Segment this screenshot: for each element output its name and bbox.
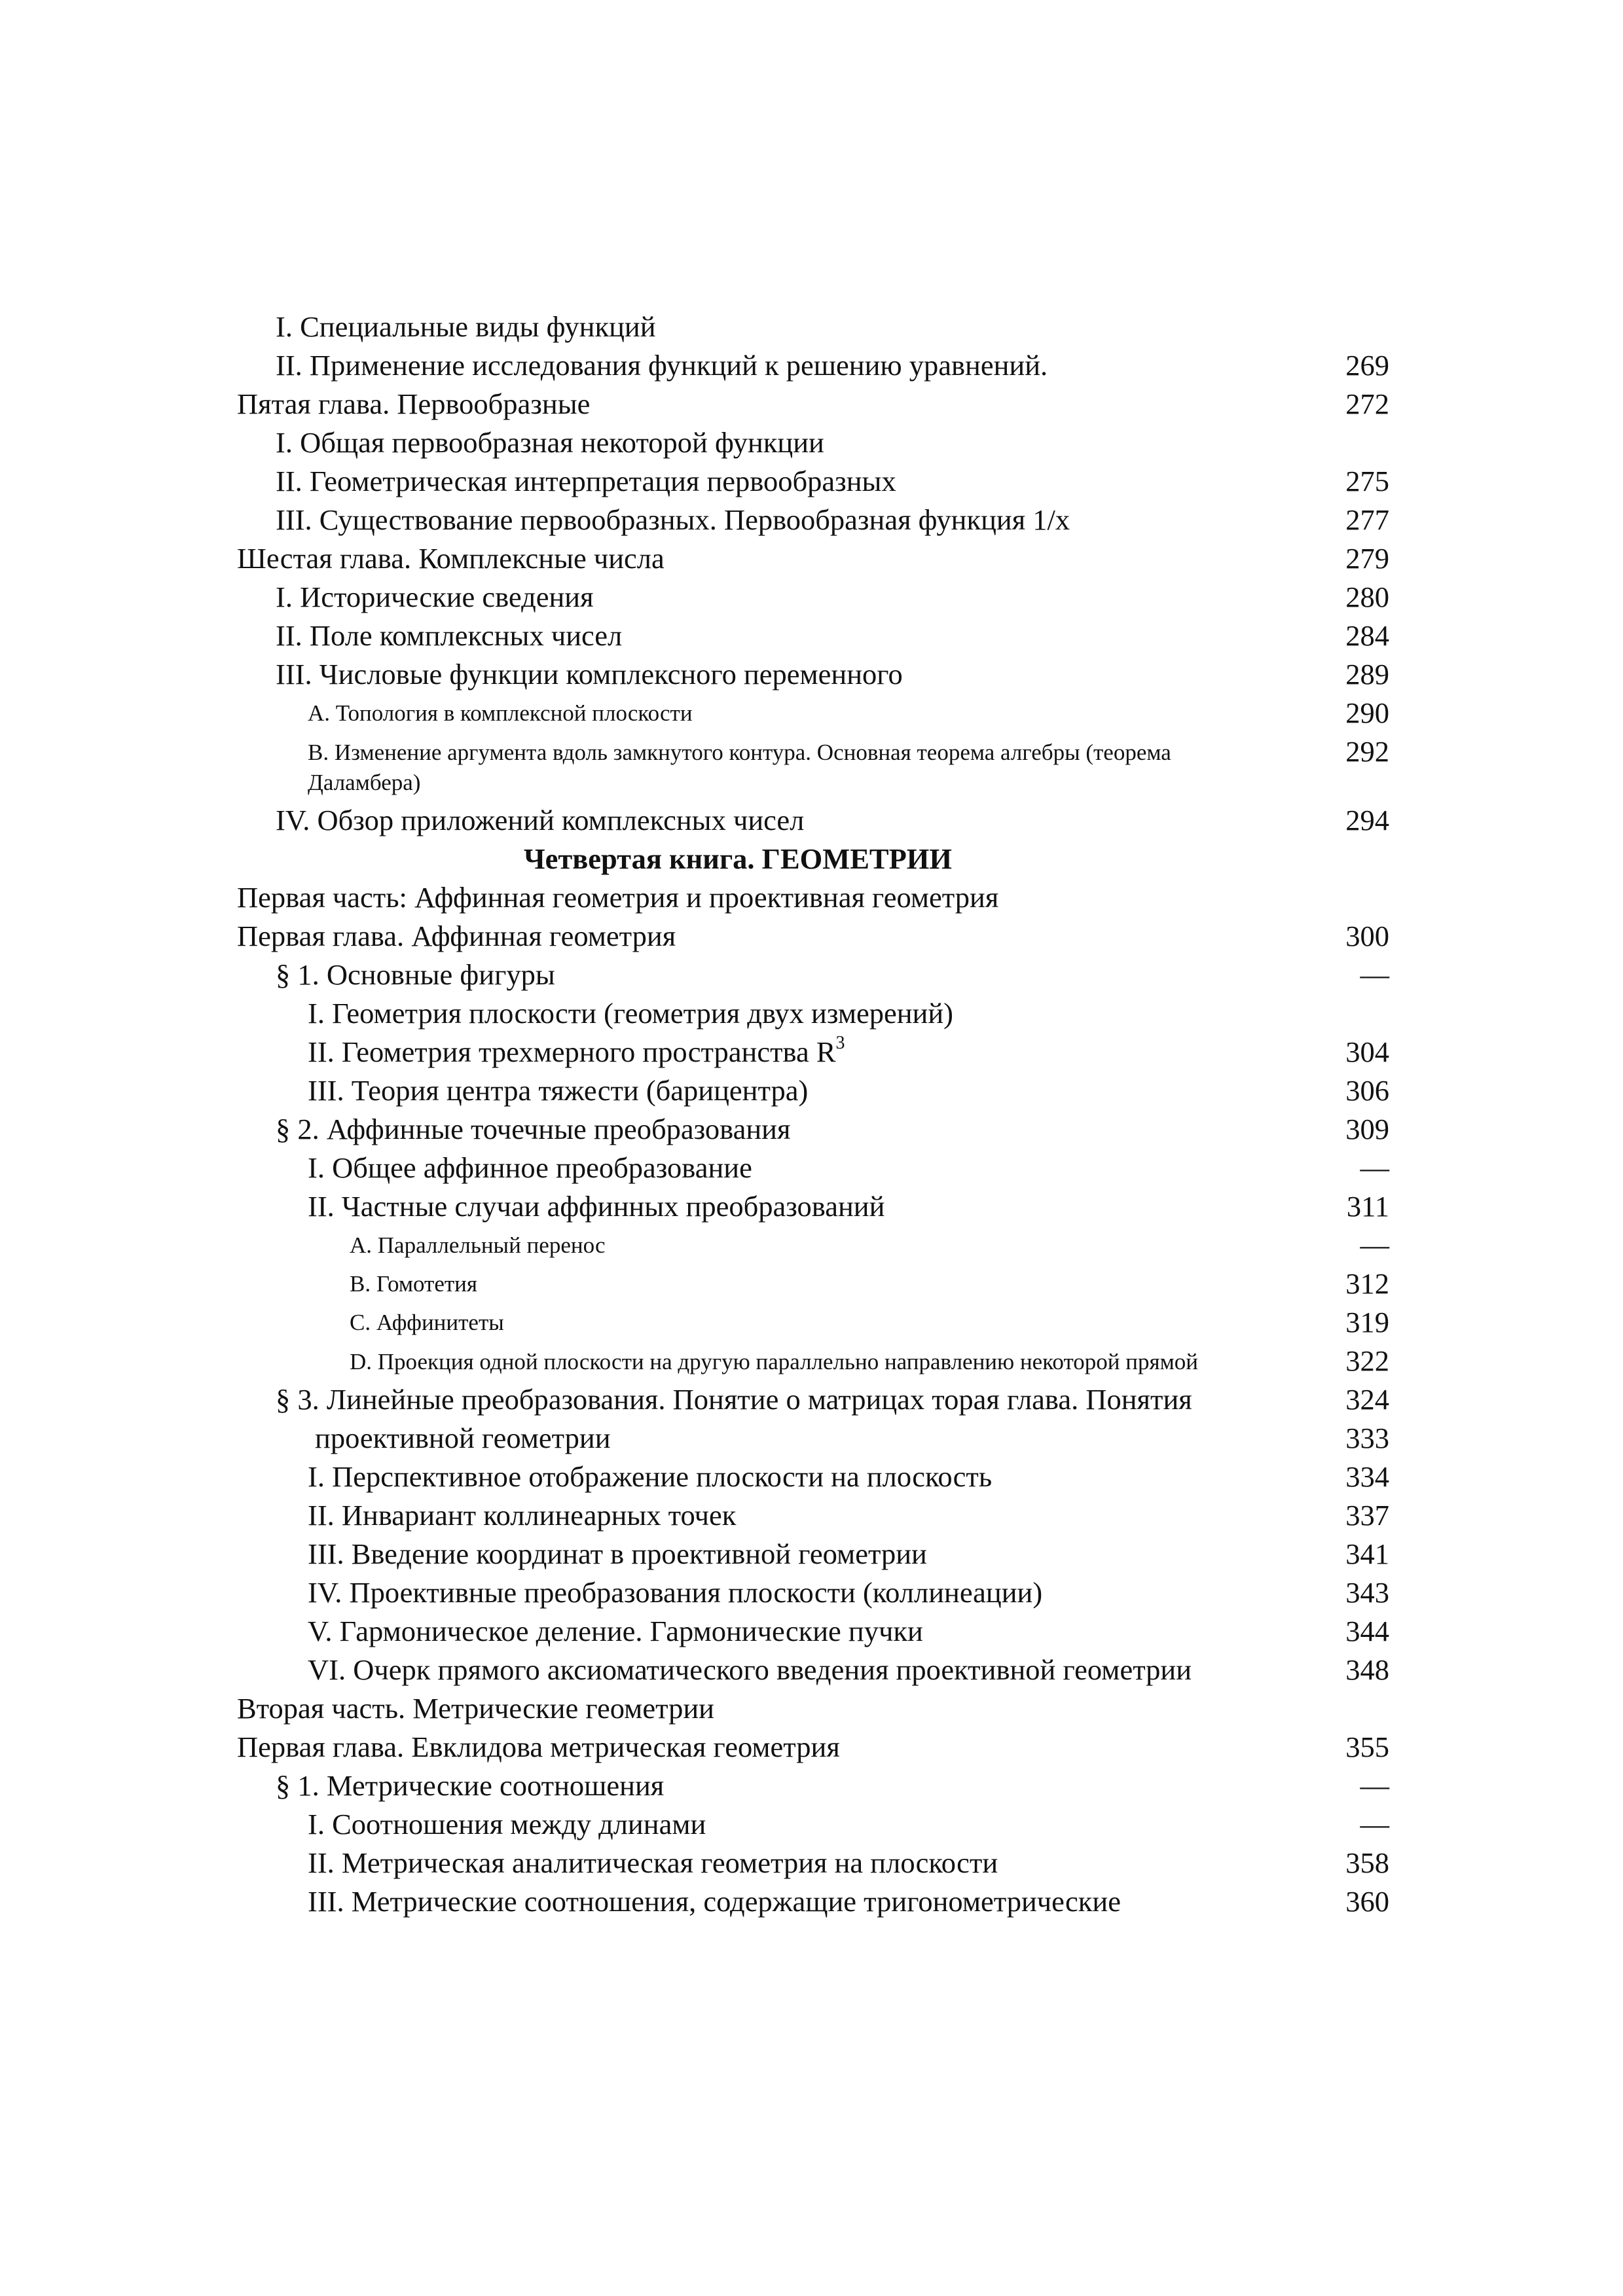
toc-entry [237,655,1389,694]
toc-entry-page: 358 [1345,1846,1389,1879]
toc-entry-text: II. Инвариант коллинеарных точек [308,1499,737,1532]
toc-entry-page: 277 [1345,503,1389,536]
toc-entry [237,1226,1389,1265]
toc-entry [237,1651,1389,1689]
toc-entry-text: Первая глава. Аффинная геометрия [237,920,676,952]
table-of-contents [237,308,1389,1921]
toc-entry-text: II. Геометрическая интерпретация первообразных [276,465,896,497]
toc-entry-text: Первая часть: Аффинная геометрия и проективная геометрия [237,881,999,914]
toc-entry [237,1496,1389,1535]
toc-entry-text: D. Проекция одной плоскости на другую параллельно направлению некоторой прямой [350,1349,1198,1374]
toc-entry-text [237,1033,1258,1071]
toc-entry-page: 280 [1345,581,1389,613]
toc-entry-text: Шестая глава. Комплексные числа [237,542,665,575]
toc-entry [237,423,1389,462]
toc-entry-page: 360 [1345,1885,1389,1918]
toc-entry [237,994,1389,1033]
toc-entry-page: 306 [1345,1074,1389,1107]
toc-entry-page: 290 [1345,696,1389,729]
toc-entry-page: 333 [1345,1422,1389,1454]
toc-entry [237,956,1389,994]
toc-entry-page: 292 [1345,735,1389,768]
toc-entry-page: 312 [1345,1267,1389,1300]
toc-entry-text: I. Соотношения между длинами [308,1808,706,1840]
toc-entry [237,878,1389,917]
toc-entry [237,1882,1389,1921]
toc-entry [237,1187,1389,1226]
toc-entry-text: III. Числовые функции комплексного переменного [276,658,903,691]
toc-entry-page: 341 [1345,1537,1389,1570]
toc-entry-text: V. Гармоническое деление. Гармонические пучки [308,1615,923,1647]
book-title [237,840,1389,878]
toc-entry [237,1689,1389,1728]
toc-entry-page: 334 [1345,1460,1389,1493]
toc-entry-text: I. Перспективное отображение плоскости на плоскость [308,1460,993,1493]
toc-entry-page: 272 [1345,387,1389,420]
toc-entry-page: 343 [1345,1576,1389,1609]
toc-entry-page: 311 [1346,1190,1389,1223]
toc-entry-text: II. Поле комплексных чисел [276,619,623,652]
toc-entry [237,1419,1389,1458]
toc-entry-text: Первая глава. Евклидова метрическая геометрия [237,1731,840,1763]
toc-entry-text: II. Применение исследования функций к решению уравнений. [276,349,1048,382]
toc-entry-text: I. Общая первообразная некоторой функции [276,426,824,459]
toc-entry-text: II. Частные случаи аффинных преобразований [308,1190,885,1223]
toc-entry-text: проективной геометрии [315,1422,611,1454]
toc-entry-page: 309 [1345,1113,1389,1145]
toc-entry-page: 355 [1345,1731,1389,1763]
toc-entry [237,1303,1389,1342]
toc-entry-page: 279 [1345,542,1389,575]
toc-entry-text: A. Параллельный перенос [350,1232,606,1258]
toc-entry-text: VI. Очерк прямого аксиоматического введения проективной геометрии [308,1653,1192,1686]
superscript: 3 [835,1033,845,1053]
toc-entry-page: 324 [1345,1383,1389,1416]
toc-entry [237,501,1389,539]
toc-entry [237,1149,1389,1187]
toc-entry-text: III. Существование первообразных. Первообразная функция 1/x [276,503,1070,536]
toc-entry [237,1342,1389,1380]
toc-entry [237,694,1389,732]
toc-entry [237,1033,1389,1071]
toc-entry-page: 300 [1345,920,1389,952]
toc-entry-text: A. Топология в комплексной плоскости [308,700,693,726]
toc-entry-page: — [1360,1229,1389,1261]
toc-entry [237,1535,1389,1573]
toc-entry-text: IV. Обзор приложений комплексных чисел [276,804,805,836]
toc-entry-page: 322 [1345,1344,1389,1377]
toc-entry-page: 337 [1345,1499,1389,1532]
toc-entry-text: Вторая часть. Метрические геометрии [237,1692,714,1725]
toc-entry [237,1728,1389,1767]
toc-entry [237,578,1389,617]
toc-entry [237,1612,1389,1651]
toc-entry [237,1265,1389,1303]
toc-entry [237,1071,1389,1110]
toc-entry-page: 269 [1345,349,1389,382]
toc-entry-text: § 1. Основные фигуры [276,958,555,991]
toc-entry-text: § 3. Линейные преобразования. Понятие о матрицах торая глава. Понятия [276,1383,1192,1416]
toc-entry-text: I. Исторические сведения [276,581,594,613]
toc-entry-page: — [1360,958,1389,991]
toc-entry-page: 348 [1345,1653,1389,1686]
toc-entry-text: B. Изменение аргумента вдоль замкнутого контура. Основная теорема алгебры (теорема Даламбера) [308,740,1171,795]
toc-entry-text: I. Специальные виды функций [276,310,656,343]
toc-entry-text: Пятая глава. Первообразные [237,387,591,420]
toc-entry-page: — [1360,1769,1389,1802]
toc-entry-text-main: II. Геометрия трехмерного пространства R [308,1035,836,1068]
toc-entry-page: — [1360,1808,1389,1840]
toc-entry-text: III. Метрические соотношения, содержащие тригонометрические [308,1885,1121,1918]
toc-entry [237,1380,1389,1419]
book-title-text: Четвертая книга. ГЕОМЕТРИИ [523,842,953,875]
toc-entry [237,617,1389,655]
toc-entry [237,346,1389,385]
toc-entry-page: 304 [1345,1035,1389,1068]
toc-entry-page: 344 [1345,1615,1389,1647]
toc-entry [237,1110,1389,1149]
toc-entry-page: 275 [1345,465,1389,497]
toc-entry [237,917,1389,956]
toc-entry [237,801,1389,840]
toc-entry [237,1767,1389,1805]
toc-entry-text: II. Метрическая аналитическая геометрия на плоскости [308,1846,998,1879]
toc-entry-page: 294 [1345,804,1389,836]
toc-entry [237,732,1389,801]
toc-entry-page: 319 [1345,1306,1389,1338]
toc-entry-page: 284 [1345,619,1389,652]
toc-entry [237,1573,1389,1612]
toc-entry [237,308,1389,346]
toc-entry [237,1805,1389,1844]
toc-entry-text: I. Общее аффинное преобразование [308,1151,752,1184]
toc-entry-text: III. Теория центра тяжести (барицентра) [308,1074,809,1107]
toc-entry [237,462,1389,501]
toc-entry-text: IV. Проективные преобразования плоскости (коллинеации) [308,1576,1043,1609]
toc-entry [237,1458,1389,1496]
toc-entry-text: § 2. Аффинные точечные преобразования [276,1113,791,1145]
toc-entry [237,1844,1389,1882]
toc-entry [237,385,1389,423]
toc-entry [237,539,1389,578]
toc-entry-page: 289 [1345,658,1389,691]
toc-entry-text: C. Аффинитеты [350,1310,504,1335]
toc-entry-text: I. Геометрия плоскости (геометрия двух измерений) [308,997,953,1030]
toc-entry-text: B. Гомотетия [350,1271,477,1297]
toc-entry-text: III. Введение координат в проективной геометрии [308,1537,927,1570]
toc-entry-page: — [1360,1151,1389,1184]
toc-entry-text: § 1. Метрические соотношения [276,1769,665,1802]
